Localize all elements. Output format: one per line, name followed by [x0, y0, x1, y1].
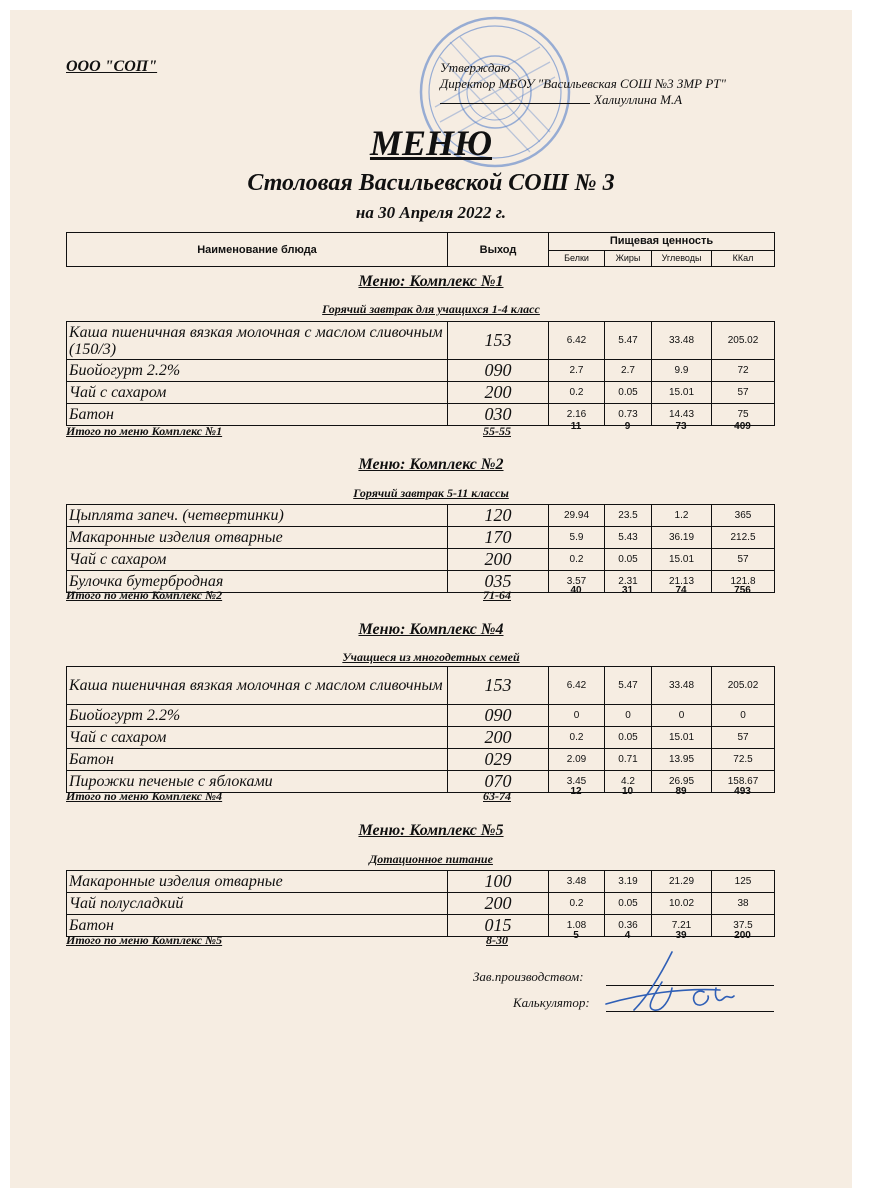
page-title: МЕНЮ: [369, 123, 493, 163]
dish-table: [66, 870, 775, 937]
dish-output: 015: [448, 915, 549, 937]
dish-carbs: 14.43: [652, 404, 712, 426]
total-kcal: 200: [734, 930, 751, 941]
total-carbs: 73: [675, 421, 687, 432]
dish-carbs: 15.01: [652, 549, 712, 571]
dish-protein: 0: [549, 705, 605, 727]
approver-name: Халиуллина М.А: [594, 92, 683, 107]
dish-kcal: 75: [712, 404, 775, 426]
table-row: [67, 893, 775, 915]
dish-kcal: 365: [712, 505, 775, 527]
dish-name: Чай с сахаром: [67, 727, 448, 749]
dish-kcal: 205.02: [712, 322, 775, 360]
total-carbs: 74: [675, 585, 687, 596]
total-fat: 9: [624, 421, 631, 432]
dish-output: 153: [448, 322, 549, 360]
total-kcal: 409: [734, 421, 751, 432]
dish-protein: 3.45: [549, 771, 605, 793]
total-label: Итого по меню Комплекс №1: [66, 424, 223, 438]
dish-protein: 6.42: [549, 322, 605, 360]
total-output: 8-30: [486, 933, 508, 947]
dish-fat: 0.36: [605, 915, 652, 937]
dish-fat: 5.47: [605, 322, 652, 360]
total-output: 63-74: [483, 789, 511, 803]
dish-protein: 0.2: [549, 549, 605, 571]
dish-carbs: 15.01: [652, 382, 712, 404]
dish-protein: 0.2: [549, 893, 605, 915]
table-row: [67, 705, 775, 727]
dish-kcal: 125: [712, 871, 775, 893]
total-carbs: 39: [675, 930, 687, 941]
section-title: Меню: Комплекс №2: [358, 456, 504, 473]
canteen-name: Столовая Васильевской СОШ № 3: [247, 170, 615, 196]
dish-fat: 2.7: [605, 360, 652, 382]
column-nutrition: Пищевая ценность: [549, 233, 775, 251]
column-name: Наименование блюда: [67, 233, 448, 267]
dish-carbs: 26.95: [652, 771, 712, 793]
table-row: [67, 382, 775, 404]
dish-output: 090: [448, 360, 549, 382]
dish-output: 153: [448, 667, 549, 705]
dish-fat: 23.5: [605, 505, 652, 527]
dish-protein: 3.48: [549, 871, 605, 893]
total-output: 55-55: [483, 424, 511, 438]
dish-protein: 2.16: [549, 404, 605, 426]
dish-output: 029: [448, 749, 549, 771]
dish-protein: 3.57: [549, 571, 605, 593]
total-label: Итого по меню Комплекс №2: [66, 588, 223, 602]
column-carbs: Углеводы: [652, 250, 712, 267]
dish-fat: 2.31: [605, 571, 652, 593]
signature-icon: [600, 948, 750, 1023]
dish-carbs: 33.48: [652, 667, 712, 705]
column-header-table: [66, 232, 775, 267]
dish-name: Чай с сахаром: [67, 382, 448, 404]
dish-fat: 5.43: [605, 527, 652, 549]
production-label: Зав.производством:: [473, 969, 584, 984]
total-carbs: 89: [675, 786, 687, 797]
dish-fat: 0.05: [605, 893, 652, 915]
section-group: Горячий завтрак для учащихся 1-4 класс: [322, 302, 540, 316]
dish-name: Батон: [67, 749, 448, 771]
dish-carbs: 21.13: [652, 571, 712, 593]
table-row: [67, 322, 775, 360]
dish-fat: 0: [605, 705, 652, 727]
total-kcal: 493: [734, 786, 751, 797]
dish-kcal: 37.5: [712, 915, 775, 937]
dish-protein: 1.08: [549, 915, 605, 937]
approved-label: Утверждаю: [440, 60, 511, 75]
company-name: ООО "СОП": [66, 58, 158, 75]
table-row: [67, 749, 775, 771]
dish-fat: 4.2: [605, 771, 652, 793]
total-fat: 10: [621, 786, 634, 797]
dish-output: 100: [448, 871, 549, 893]
dish-output: 030: [448, 404, 549, 426]
column-kcal: ККал: [712, 250, 775, 267]
dish-carbs: 10.02: [652, 893, 712, 915]
total-protein: 40: [570, 585, 582, 596]
calculator-label: Калькулятор:: [513, 995, 590, 1010]
dish-kcal: 72: [712, 360, 775, 382]
dish-name: Булочка бутербродная: [67, 571, 448, 593]
dish-name: Каша пшеничная вязкая молочная с маслом сливочным (150/3): [67, 322, 448, 360]
dish-carbs: 7.21: [652, 915, 712, 937]
dish-carbs: 13.95: [652, 749, 712, 771]
dish-fat: 0.05: [605, 382, 652, 404]
total-protein: 11: [570, 421, 582, 432]
dish-protein: 6.42: [549, 667, 605, 705]
approver-line: [440, 92, 726, 108]
dish-carbs: 36.19: [652, 527, 712, 549]
dish-protein: 2.7: [549, 360, 605, 382]
dish-name: Биойогурт 2.2%: [67, 705, 448, 727]
total-label: Итого по меню Комплекс №4: [66, 789, 223, 803]
dish-table: [66, 504, 775, 593]
dish-protein: 2.09: [549, 749, 605, 771]
total-protein: 12: [570, 786, 582, 797]
dish-output: 035: [448, 571, 549, 593]
dish-carbs: 33.48: [652, 322, 712, 360]
dish-carbs: 9.9: [652, 360, 712, 382]
section-group: Горячий завтрак 5-11 классы: [353, 486, 509, 500]
table-row: [67, 667, 775, 705]
section-title: Меню: Комплекс №4: [358, 621, 504, 638]
section-group: Учащиеся из многодетных семей: [342, 650, 520, 664]
section-group: Дотационное питание: [369, 852, 493, 866]
dish-output: 090: [448, 705, 549, 727]
dish-kcal: 121.8: [712, 571, 775, 593]
dish-fat: 3.19: [605, 871, 652, 893]
table-row: [67, 360, 775, 382]
dish-name: Макаронные изделия отварные: [67, 871, 448, 893]
dish-output: 120: [448, 505, 549, 527]
dish-name: Биойогурт 2.2%: [67, 360, 448, 382]
total-kcal: 756: [734, 585, 751, 596]
dish-kcal: 57: [712, 382, 775, 404]
dish-output: 200: [448, 382, 549, 404]
table-row: [67, 871, 775, 893]
dish-protein: 5.9: [549, 527, 605, 549]
dish-name: Чай с сахаром: [67, 549, 448, 571]
menu-sheet: [10, 10, 852, 1188]
dish-kcal: 158.67: [712, 771, 775, 793]
dish-kcal: 57: [712, 727, 775, 749]
dish-output: 200: [448, 549, 549, 571]
dish-table: [66, 666, 775, 793]
dish-protein: 0.2: [549, 727, 605, 749]
dish-carbs: 0: [652, 705, 712, 727]
dish-kcal: 212.5: [712, 527, 775, 549]
dish-kcal: 0: [712, 705, 775, 727]
dish-protein: 29.94: [549, 505, 605, 527]
dish-fat: 0.71: [605, 749, 652, 771]
dish-output: 200: [448, 893, 549, 915]
column-output: Выход: [448, 233, 549, 267]
total-fat: 31: [621, 585, 634, 596]
dish-fat: 0.73: [605, 404, 652, 426]
dish-output: 070: [448, 771, 549, 793]
table-row: [67, 727, 775, 749]
dish-output: 170: [448, 527, 549, 549]
approval-block: [440, 60, 726, 108]
section-title: Меню: Комплекс №1: [358, 273, 504, 290]
table-row: [67, 505, 775, 527]
dish-fat: 5.47: [605, 667, 652, 705]
dish-carbs: 21.29: [652, 871, 712, 893]
dish-name: Каша пшеничная вязкая молочная с маслом сливочным: [67, 667, 448, 705]
dish-kcal: 38: [712, 893, 775, 915]
dish-kcal: 72.5: [712, 749, 775, 771]
dish-name: Цыплята запеч. (четвертинки): [67, 505, 448, 527]
table-row: [67, 549, 775, 571]
dish-name: Чай полусладкий: [67, 893, 448, 915]
dish-kcal: 205.02: [712, 667, 775, 705]
dish-carbs: 15.01: [652, 727, 712, 749]
dish-name: Батон: [67, 915, 448, 937]
table-row: [67, 527, 775, 549]
dish-carbs: 1.2: [652, 505, 712, 527]
approver-title: Директор МБОУ "Васильевская СОШ №3 ЗМР РТ": [440, 76, 726, 91]
column-protein: Белки: [549, 250, 605, 267]
dish-name: Батон: [67, 404, 448, 426]
dish-fat: 0.05: [605, 727, 652, 749]
dish-name: Макаронные изделия отварные: [67, 527, 448, 549]
dish-kcal: 57: [712, 549, 775, 571]
dish-fat: 0.05: [605, 549, 652, 571]
dish-output: 200: [448, 727, 549, 749]
dish-table: [66, 321, 775, 426]
menu-date: на 30 Апреля 2022 г.: [355, 203, 507, 222]
dish-name: Пирожки печеные с яблоками: [67, 771, 448, 793]
total-protein: 5: [573, 930, 579, 941]
total-fat: 4: [624, 930, 631, 941]
section-title: Меню: Комплекс №5: [358, 822, 504, 839]
total-label: Итого по меню Комплекс №5: [66, 933, 223, 947]
dish-protein: 0.2: [549, 382, 605, 404]
total-output: 71-64: [483, 588, 511, 602]
column-fat: Жиры: [605, 250, 652, 267]
